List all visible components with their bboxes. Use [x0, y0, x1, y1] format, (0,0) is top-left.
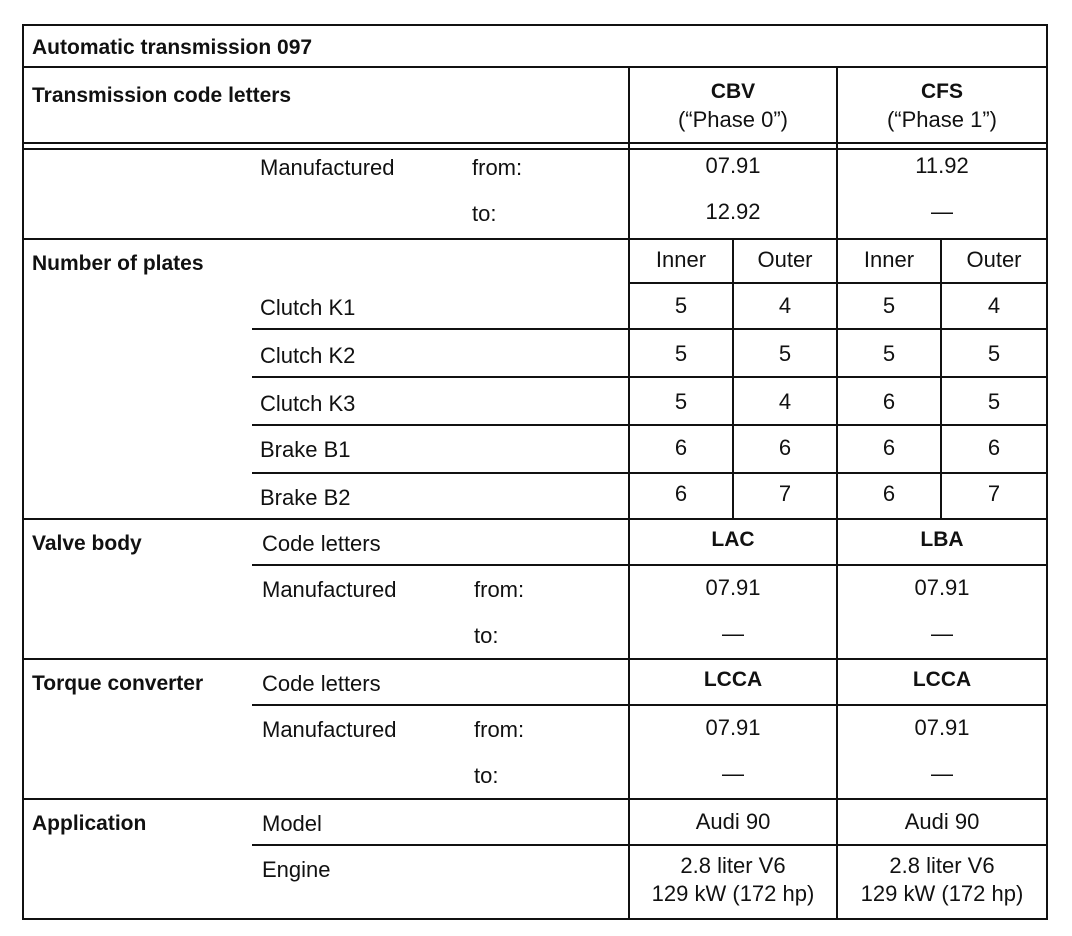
- rule: [24, 518, 1046, 520]
- plate-value: 5: [674, 293, 688, 318]
- col2-to: —: [931, 199, 953, 224]
- col2-phase: (“Phase 1”): [886, 107, 998, 132]
- torque-col2-from: 07.91: [914, 715, 970, 740]
- plate-value: 6: [882, 481, 896, 506]
- valve-col2-from: 07.91: [914, 575, 970, 600]
- col1-engine-line2: 129 kW (172 hp): [651, 881, 815, 906]
- manufactured-label: Manufactured: [260, 155, 395, 180]
- col2-from: 11.92: [915, 153, 969, 178]
- from-label: from:: [474, 577, 525, 602]
- col1-phase: (“Phase 0”): [677, 107, 789, 132]
- plate-value: 5: [987, 341, 1001, 366]
- valve-col2-to: —: [931, 621, 953, 646]
- plate-row-label: Clutch K3: [260, 391, 356, 416]
- code-letters-heading: Transmission code letters: [32, 84, 292, 107]
- plate-value: 5: [674, 389, 688, 414]
- plate-value: 5: [882, 293, 896, 318]
- torque-col1-from: 07.91: [705, 715, 761, 740]
- to-label: to:: [474, 623, 499, 648]
- rule: [252, 328, 1046, 330]
- col1-from: 07.91: [705, 153, 761, 178]
- plate-value: 5: [882, 341, 896, 366]
- plate-value: 7: [987, 481, 1001, 506]
- rule: [24, 238, 1046, 240]
- valve-body-heading: Valve body: [32, 532, 142, 555]
- plate-value: 6: [674, 435, 688, 460]
- to-label: to:: [474, 763, 499, 788]
- rule: [252, 472, 1046, 474]
- col1-to: 12.92: [705, 199, 761, 224]
- plate-value: 4: [778, 389, 792, 414]
- spec-table: [22, 24, 1048, 920]
- model-label: Model: [262, 811, 322, 836]
- col1-code: CBV: [710, 80, 756, 103]
- rule: [252, 844, 1046, 846]
- torque-col1-code: LCCA: [703, 668, 763, 691]
- torque-col1-to: —: [722, 761, 744, 786]
- plate-row-label: Clutch K1: [260, 295, 356, 320]
- plate-value: 6: [882, 389, 896, 414]
- plate-row-label: Brake B2: [260, 485, 351, 510]
- plate-value: 7: [778, 481, 792, 506]
- plate-value: 6: [778, 435, 792, 460]
- plate-value: 4: [987, 293, 1001, 318]
- plate-row-label: Clutch K2: [260, 343, 356, 368]
- plate-value: 6: [987, 435, 1001, 460]
- col1-model: Audi 90: [695, 809, 771, 834]
- col1-engine-line1: 2.8 liter V6: [680, 853, 786, 878]
- torque-converter-heading: Torque converter: [32, 672, 204, 695]
- engine-label: Engine: [262, 857, 331, 882]
- plate-value: 5: [987, 389, 1001, 414]
- plate-value: 5: [778, 341, 792, 366]
- plate-row-label: Brake B1: [260, 437, 351, 462]
- plate-value: 4: [778, 293, 792, 318]
- plate-value: 6: [882, 435, 896, 460]
- valve-col2-code: LBA: [920, 528, 964, 551]
- col2-engine-line2: 129 kW (172 hp): [860, 881, 1024, 906]
- torque-col2-to: —: [931, 761, 953, 786]
- code-letters-label: Code letters: [262, 671, 381, 696]
- application-heading: Application: [32, 812, 147, 835]
- rule: [24, 66, 1046, 68]
- rule: [24, 658, 1046, 660]
- rule: [252, 424, 1046, 426]
- col2-code: CFS: [921, 80, 963, 103]
- from-label: from:: [472, 155, 523, 180]
- valve-col1-code: LAC: [711, 528, 755, 551]
- manufactured-label: Manufactured: [262, 577, 397, 602]
- rule: [630, 282, 1046, 284]
- rule: [24, 798, 1046, 800]
- plate-value: 6: [674, 481, 688, 506]
- code-letters-label: Code letters: [262, 531, 381, 556]
- rule: [252, 704, 1046, 706]
- rule: [940, 238, 942, 520]
- torque-col2-code: LCCA: [912, 668, 972, 691]
- rule: [732, 238, 734, 520]
- rule: [252, 376, 1046, 378]
- valve-col1-to: —: [722, 621, 744, 646]
- table-title: Automatic transmission 097: [32, 36, 313, 59]
- rule: [24, 142, 1046, 144]
- rule: [24, 148, 1046, 150]
- outer-header: Outer: [966, 247, 1022, 272]
- plates-heading: Number of plates: [32, 252, 204, 275]
- from-label: from:: [474, 717, 525, 742]
- inner-header: Inner: [863, 247, 915, 272]
- to-label: to:: [472, 201, 497, 226]
- inner-header: Inner: [655, 247, 707, 272]
- rule: [252, 564, 1046, 566]
- manufactured-label: Manufactured: [262, 717, 397, 742]
- plate-value: 5: [674, 341, 688, 366]
- col2-engine-line1: 2.8 liter V6: [889, 853, 995, 878]
- outer-header: Outer: [757, 247, 813, 272]
- valve-col1-from: 07.91: [705, 575, 761, 600]
- col2-model: Audi 90: [904, 809, 980, 834]
